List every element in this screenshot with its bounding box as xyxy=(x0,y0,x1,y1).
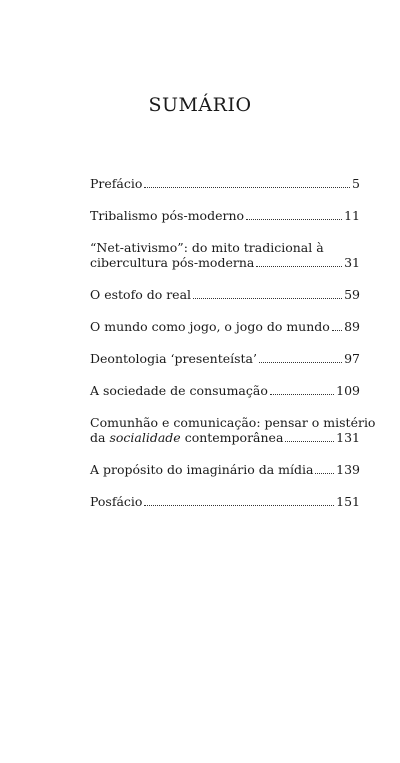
leader-dots xyxy=(270,394,334,395)
toc-entry-comunhao[interactable] xyxy=(90,415,376,445)
toc-entry-tribalismo[interactable] xyxy=(90,208,360,223)
toc-page-number: 11 xyxy=(344,208,360,223)
toc-entry-label-italic: socialidade xyxy=(109,430,181,445)
leader-dots xyxy=(259,362,342,363)
toc-entry-label: Posfácio xyxy=(90,494,143,509)
toc-entry-imaginario[interactable] xyxy=(90,462,360,477)
toc-entry-estofo[interactable] xyxy=(90,287,360,302)
toc-page-number: 139 xyxy=(336,462,360,477)
toc-entry-label-line-1: “Net-ativismo”: do mito tradicional à xyxy=(90,240,324,255)
leader-dots xyxy=(193,298,342,299)
toc-entry-mundo-jogo[interactable] xyxy=(90,319,360,334)
toc-entry-label-end: contemporânea xyxy=(184,430,284,445)
leader-dots xyxy=(144,505,334,506)
toc-page-number: 5 xyxy=(352,176,360,191)
toc-page-number: 109 xyxy=(336,383,360,398)
toc-entry-net-ativismo[interactable] xyxy=(90,240,360,270)
toc-entry-label: O estofo do real xyxy=(90,287,192,302)
leader-dots xyxy=(285,441,334,442)
toc-entry-label-line-2 xyxy=(90,430,283,445)
toc-page-number: 31 xyxy=(344,255,360,270)
toc-entry-posfacio[interactable] xyxy=(90,494,360,509)
toc-entry-label: O mundo como jogo, o jogo do mundo xyxy=(90,319,330,334)
leader-dots xyxy=(315,473,334,474)
toc-entry-deontologia[interactable] xyxy=(90,351,360,366)
page-title: SUMÁRIO xyxy=(148,94,252,116)
toc-entry-label: A sociedade de consumação xyxy=(90,383,268,398)
toc-entry-prefacio[interactable] xyxy=(90,176,360,191)
leader-dots xyxy=(332,330,342,331)
toc-page-number: 151 xyxy=(336,494,360,509)
toc-entry-label-line-2: cibercultura pós-moderna xyxy=(90,255,255,270)
toc-entry-label: Tribalismo pós-moderno xyxy=(90,208,245,223)
toc-page-number: 89 xyxy=(344,319,360,334)
leader-dots xyxy=(246,219,342,220)
leader-dots xyxy=(256,266,342,267)
toc-page-number: 131 xyxy=(336,430,360,445)
toc-page-number: 97 xyxy=(344,351,360,366)
toc-entry-label: Deontologia ‘presenteísta’ xyxy=(90,351,257,366)
toc-entry-consumacao[interactable] xyxy=(90,383,360,398)
toc-entry-label: Prefácio xyxy=(90,176,143,191)
table-of-contents xyxy=(90,176,376,526)
toc-entry-label-da: da xyxy=(90,430,106,445)
leader-dots xyxy=(144,187,350,188)
toc-entry-label-line-1: Comunhão e comunicação: pensar o mistério xyxy=(90,415,376,430)
toc-page-number: 59 xyxy=(344,287,360,302)
toc-entry-label: A propósito do imaginário da mídia xyxy=(90,462,314,477)
